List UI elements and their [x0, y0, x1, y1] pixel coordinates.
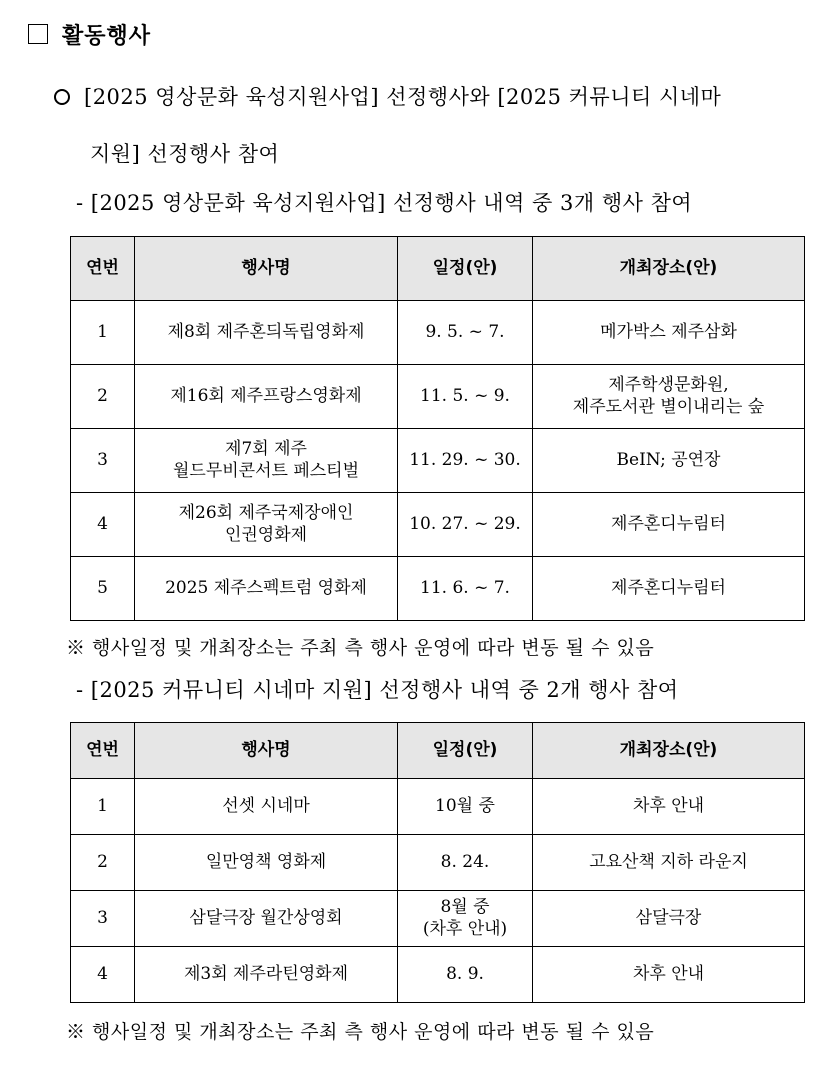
cell-venue — [533, 365, 805, 429]
cell-venue: 삼달극장 — [533, 891, 805, 947]
header-name: 행사명 — [135, 723, 398, 779]
venue-line-2: 제주도서관 별이내리는 숲 — [572, 396, 765, 417]
table-row — [71, 365, 805, 429]
cell-name — [135, 429, 398, 493]
cell-name: 제3회 제주라틴영화제 — [135, 947, 398, 1003]
cell-name: 제16회 제주프랑스영화제 — [135, 365, 398, 429]
group1-note: ※ 행사일정 및 개최장소는 주최 측 행사 운영에 따라 변동 될 수 있음 — [66, 637, 655, 659]
cell-no: 2 — [71, 835, 135, 891]
cell-venue: 제주혼디누림터 — [533, 493, 805, 557]
cell-date: 10. 27. ~ 29. — [398, 493, 533, 557]
cell-date: 10월 중 — [398, 779, 533, 835]
cell-name: 제8회 제주혼듸독립영화제 — [135, 301, 398, 365]
table-row — [71, 947, 805, 1003]
cell-name: 선셋 시네마 — [135, 779, 398, 835]
table-row — [71, 891, 805, 947]
cell-date: 8. 24. — [398, 835, 533, 891]
group2-heading: - [2025 커뮤니티 시네마 지원] 선정행사 내역 중 2개 행사 참여 — [76, 678, 679, 702]
group1-heading: - [2025 영상문화 육성지원사업] 선정행사 내역 중 3개 행사 참여 — [76, 191, 693, 215]
cell-no: 1 — [71, 779, 135, 835]
name-line-1: 제26회 제주국제장애인 — [178, 503, 354, 524]
cell-name: 2025 제주스펙트럼 영화제 — [135, 557, 398, 621]
date-line-1: 8월 중 — [440, 897, 490, 918]
section-title: 활동행사 — [62, 23, 152, 49]
cell-date: 11. 6. ~ 7. — [398, 557, 533, 621]
cell-venue: 고요산책 지하 라운지 — [533, 835, 805, 891]
checkbox-icon — [28, 24, 48, 44]
cell-venue: 차후 안내 — [533, 779, 805, 835]
cell-no: 3 — [71, 891, 135, 947]
cell-date — [398, 891, 533, 947]
header-no: 연번 — [71, 723, 135, 779]
cell-date: 11. 29. ~ 30. — [398, 429, 533, 493]
cell-venue: 차후 안내 — [533, 947, 805, 1003]
header-venue: 개최장소(안) — [533, 237, 805, 301]
venue-line-1: 제주학생문화원, — [608, 375, 729, 396]
table-row — [71, 557, 805, 621]
header-date: 일정(안) — [398, 237, 533, 301]
name-line-1: 제7회 제주 — [225, 439, 307, 460]
cell-no: 3 — [71, 429, 135, 493]
table-row — [71, 429, 805, 493]
cell-venue: 메가박스 제주삼화 — [533, 301, 805, 365]
intro-line-1 — [54, 81, 721, 111]
cell-date: 11. 5. ~ 9. — [398, 365, 533, 429]
events-table-1 — [70, 236, 805, 621]
name-line-2: 월드무비콘서트 페스티벌 — [172, 460, 360, 481]
date-line-2: (차후 안내) — [422, 918, 508, 939]
cell-date: 8. 9. — [398, 947, 533, 1003]
header-venue: 개최장소(안) — [533, 723, 805, 779]
table-header-row — [71, 237, 805, 301]
cell-date: 9. 5. ~ 7. — [398, 301, 533, 365]
intro-line-2: 지원] 선정행사 참여 — [90, 142, 280, 166]
table-row — [71, 493, 805, 557]
cell-name — [135, 493, 398, 557]
cell-name: 일만영책 영화제 — [135, 835, 398, 891]
name-line-2: 인권영화제 — [224, 524, 308, 545]
table-row — [71, 301, 805, 365]
cell-no: 5 — [71, 557, 135, 621]
intro-text-1: [2025 영상문화 육성지원사업] 선정행사와 [2025 커뮤니티 시네마 — [84, 85, 722, 109]
cell-name: 삼달극장 월간상영회 — [135, 891, 398, 947]
circle-bullet-icon — [54, 89, 70, 105]
cell-venue: 제주혼디누림터 — [533, 557, 805, 621]
cell-venue: BeIN; 공연장 — [533, 429, 805, 493]
cell-no: 2 — [71, 365, 135, 429]
table-row — [71, 779, 805, 835]
section-header — [28, 18, 151, 50]
group2-note: ※ 행사일정 및 개최장소는 주최 측 행사 운영에 따라 변동 될 수 있음 — [66, 1021, 655, 1043]
cell-no: 4 — [71, 493, 135, 557]
header-date: 일정(안) — [398, 723, 533, 779]
events-table-2 — [70, 722, 805, 1003]
table-header-row — [71, 723, 805, 779]
header-no: 연번 — [71, 237, 135, 301]
header-name: 행사명 — [135, 237, 398, 301]
cell-no: 4 — [71, 947, 135, 1003]
cell-no: 1 — [71, 301, 135, 365]
table-row — [71, 835, 805, 891]
